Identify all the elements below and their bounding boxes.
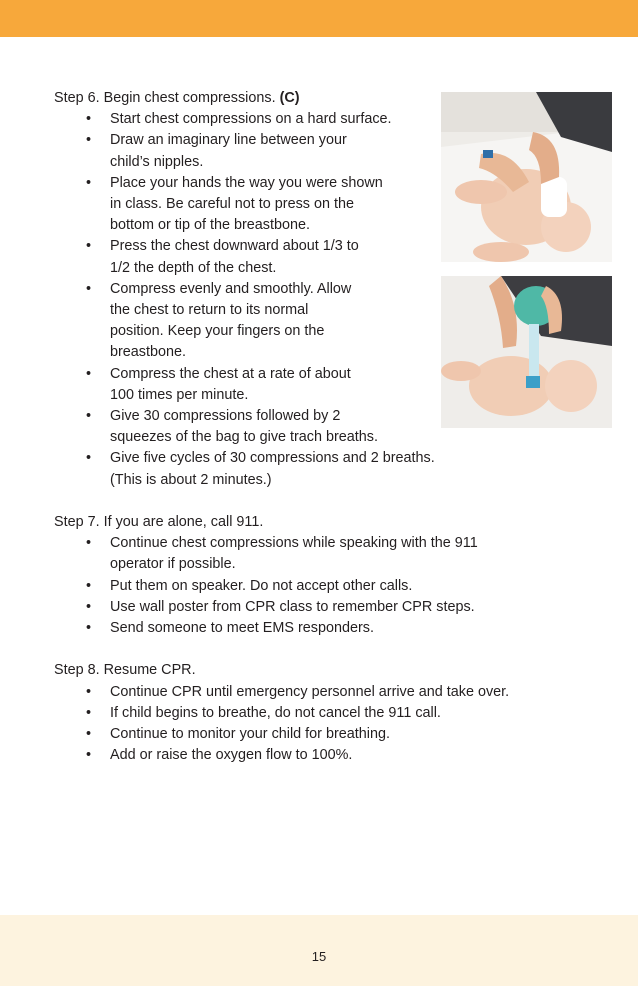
- photo-trach-breaths: [441, 276, 612, 428]
- list-item: • Put them on speaker. Do not accept other calls.: [86, 577, 413, 594]
- step-8-heading: Step 8. Resume CPR.: [54, 662, 196, 679]
- step-7: [54, 512, 554, 639]
- step-8-bullets: [54, 682, 554, 767]
- page-number: 15: [311, 949, 327, 964]
- list-item: • Start chest compressions on a hard surface.: [86, 111, 392, 128]
- list-item: • Add or raise the oxygen flow to 100%.: [86, 747, 353, 764]
- list-item: • Place your hands the way you were shown in class. Be careful not to press on the bottom or tip of the breastbone.: [86, 174, 383, 234]
- chest-compressions-illustration: [441, 92, 612, 262]
- step-6-heading: Step 6. Begin chest compressions. (C): [54, 90, 300, 106]
- list-item: • Continue to monitor your child for breathing.: [86, 726, 390, 743]
- step-6-tag: (C): [279, 90, 300, 106]
- step-7-heading: Step 7. If you are alone, call 911.: [54, 514, 264, 531]
- list-item: • Compress the chest at a rate of about 100 times per minute.: [86, 365, 351, 403]
- header-band: [0, 0, 638, 37]
- list-item: • Give five cycles of 30 compressions and 2 breaths. (This is about 2 minutes.): [86, 450, 435, 488]
- step-8: [54, 660, 554, 766]
- list-item: • If child begins to breathe, do not cancel the 911 call.: [86, 704, 441, 721]
- list-item: • Draw an imaginary line between your child’s nipples.: [86, 132, 347, 170]
- list-item: • Send someone to meet EMS responders.: [86, 620, 374, 637]
- list-item: • Continue chest compressions while speaking with the 911 operator if possible.: [86, 535, 478, 573]
- list-item: • Continue CPR until emergency personnel arrive and take over.: [86, 683, 510, 700]
- list-item: • Press the chest downward about 1/3 to 1/2 the depth of the chest.: [86, 238, 359, 276]
- list-item: • Give 30 compressions followed by 2 squeezes of the bag to give trach breaths.: [86, 408, 378, 446]
- trach-breaths-illustration: [441, 276, 612, 428]
- list-item: • Use wall poster from CPR class to remember CPR steps.: [86, 598, 475, 615]
- photo-chest-compressions: [441, 92, 612, 262]
- step-7-bullets: [54, 533, 554, 639]
- list-item: • Compress evenly and smoothly. Allow the chest to return to its normal position. Keep your fingers on the breastbone.: [86, 280, 352, 361]
